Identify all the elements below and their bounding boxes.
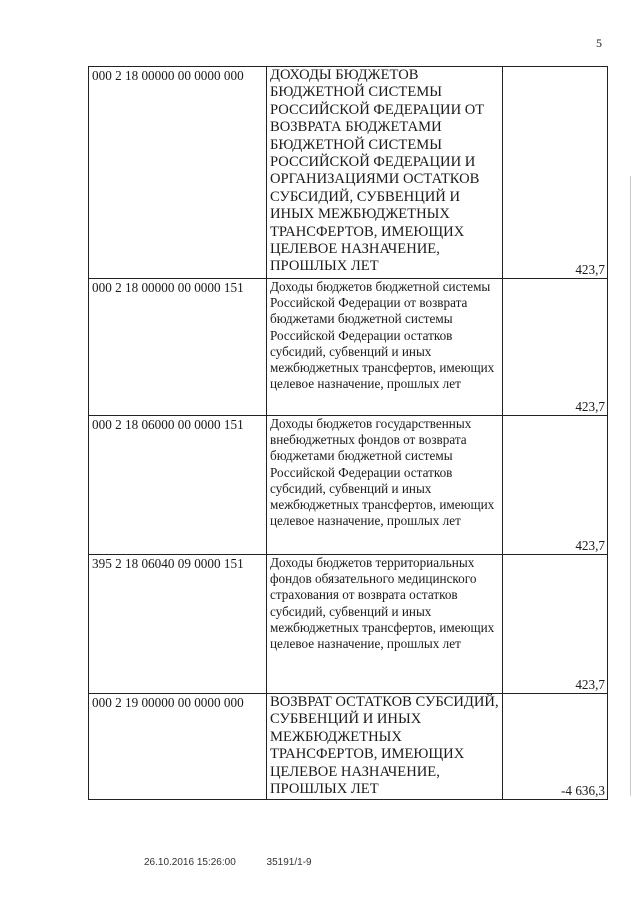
table-row	[89, 694, 608, 800]
budget-amount: 423,7	[503, 279, 608, 416]
budget-code: 000 2 18 00000 00 0000 000	[89, 67, 267, 279]
budget-table	[88, 66, 608, 800]
budget-item-name: ВОЗВРАТ ОСТАТКОВ СУБСИДИЙ, СУБВЕНЦИЙ И ИНЫХ МЕЖБЮДЖЕТНЫХ ТРАНСФЕРТОВ, ИМЕЮЩИХ ЦЕЛЕВОЕ НАЗНАЧЕНИЕ, ПРОШЛЫХ ЛЕТ	[267, 694, 503, 800]
budget-item-name: Доходы бюджетов бюджетной системы Российской Федерации от возврата бюджетами бюджетной системы Российской Федерации остатков субсидий, субвенций и иных межбюджетных трансфертов, имеющих целевое назначение, прошлых лет	[267, 279, 503, 416]
scan-edge-line	[630, 176, 631, 796]
page-number: 5	[596, 36, 602, 50]
budget-code: 395 2 18 06040 09 0000 151	[89, 555, 267, 694]
budget-amount: -4 636,3	[503, 694, 608, 800]
table-row	[89, 555, 608, 694]
budget-item-name: ДОХОДЫ БЮДЖЕТОВ БЮДЖЕТНОЙ СИСТЕМЫ РОССИЙСКОЙ ФЕДЕРАЦИИ ОТ ВОЗВРАТА БЮДЖЕТАМИ БЮДЖЕТНОЙ СИСТЕМЫ РОССИЙСКОЙ ФЕДЕРАЦИИ И ОРГАНИЗАЦИЯМИ ОСТАТКОВ СУБСИДИЙ, СУБВЕНЦИЙ И ИНЫХ МЕЖБЮДЖЕТНЫХ ТРАНСФЕРТОВ, ИМЕЮЩИХ ЦЕЛЕВОЕ НАЗНАЧЕНИЕ, ПРОШЛЫХ ЛЕТ	[267, 67, 503, 279]
budget-code: 000 2 18 00000 00 0000 151	[89, 279, 267, 416]
table-row	[89, 279, 608, 416]
budget-code: 000 2 18 06000 00 0000 151	[89, 416, 267, 555]
footer-doc-id: 35191/1-9	[266, 857, 312, 868]
budget-item-name: Доходы бюджетов государственных внебюджетных фондов от возврата бюджетами бюджетной системы Российской Федерации остатков субсидий, субвенций и иных межбюджетных трансфертов, имеющих целевое назначение, прошлых лет	[267, 416, 503, 555]
footer-stamp	[144, 857, 312, 868]
budget-code: 000 2 19 00000 00 0000 000	[89, 694, 267, 800]
budget-amount: 423,7	[503, 416, 608, 555]
table-row	[89, 67, 608, 279]
budget-amount: 423,7	[503, 67, 608, 279]
footer-timestamp: 26.10.2016 15:26:00	[144, 857, 236, 868]
budget-amount: 423,7	[503, 555, 608, 694]
budget-item-name: Доходы бюджетов территориальных фондов обязательного медицинского страхования от возврата остатков субсидий, субвенций и иных межбюджетных трансфертов, имеющих целевое назначение, прошлых лет	[267, 555, 503, 694]
table-row	[89, 416, 608, 555]
